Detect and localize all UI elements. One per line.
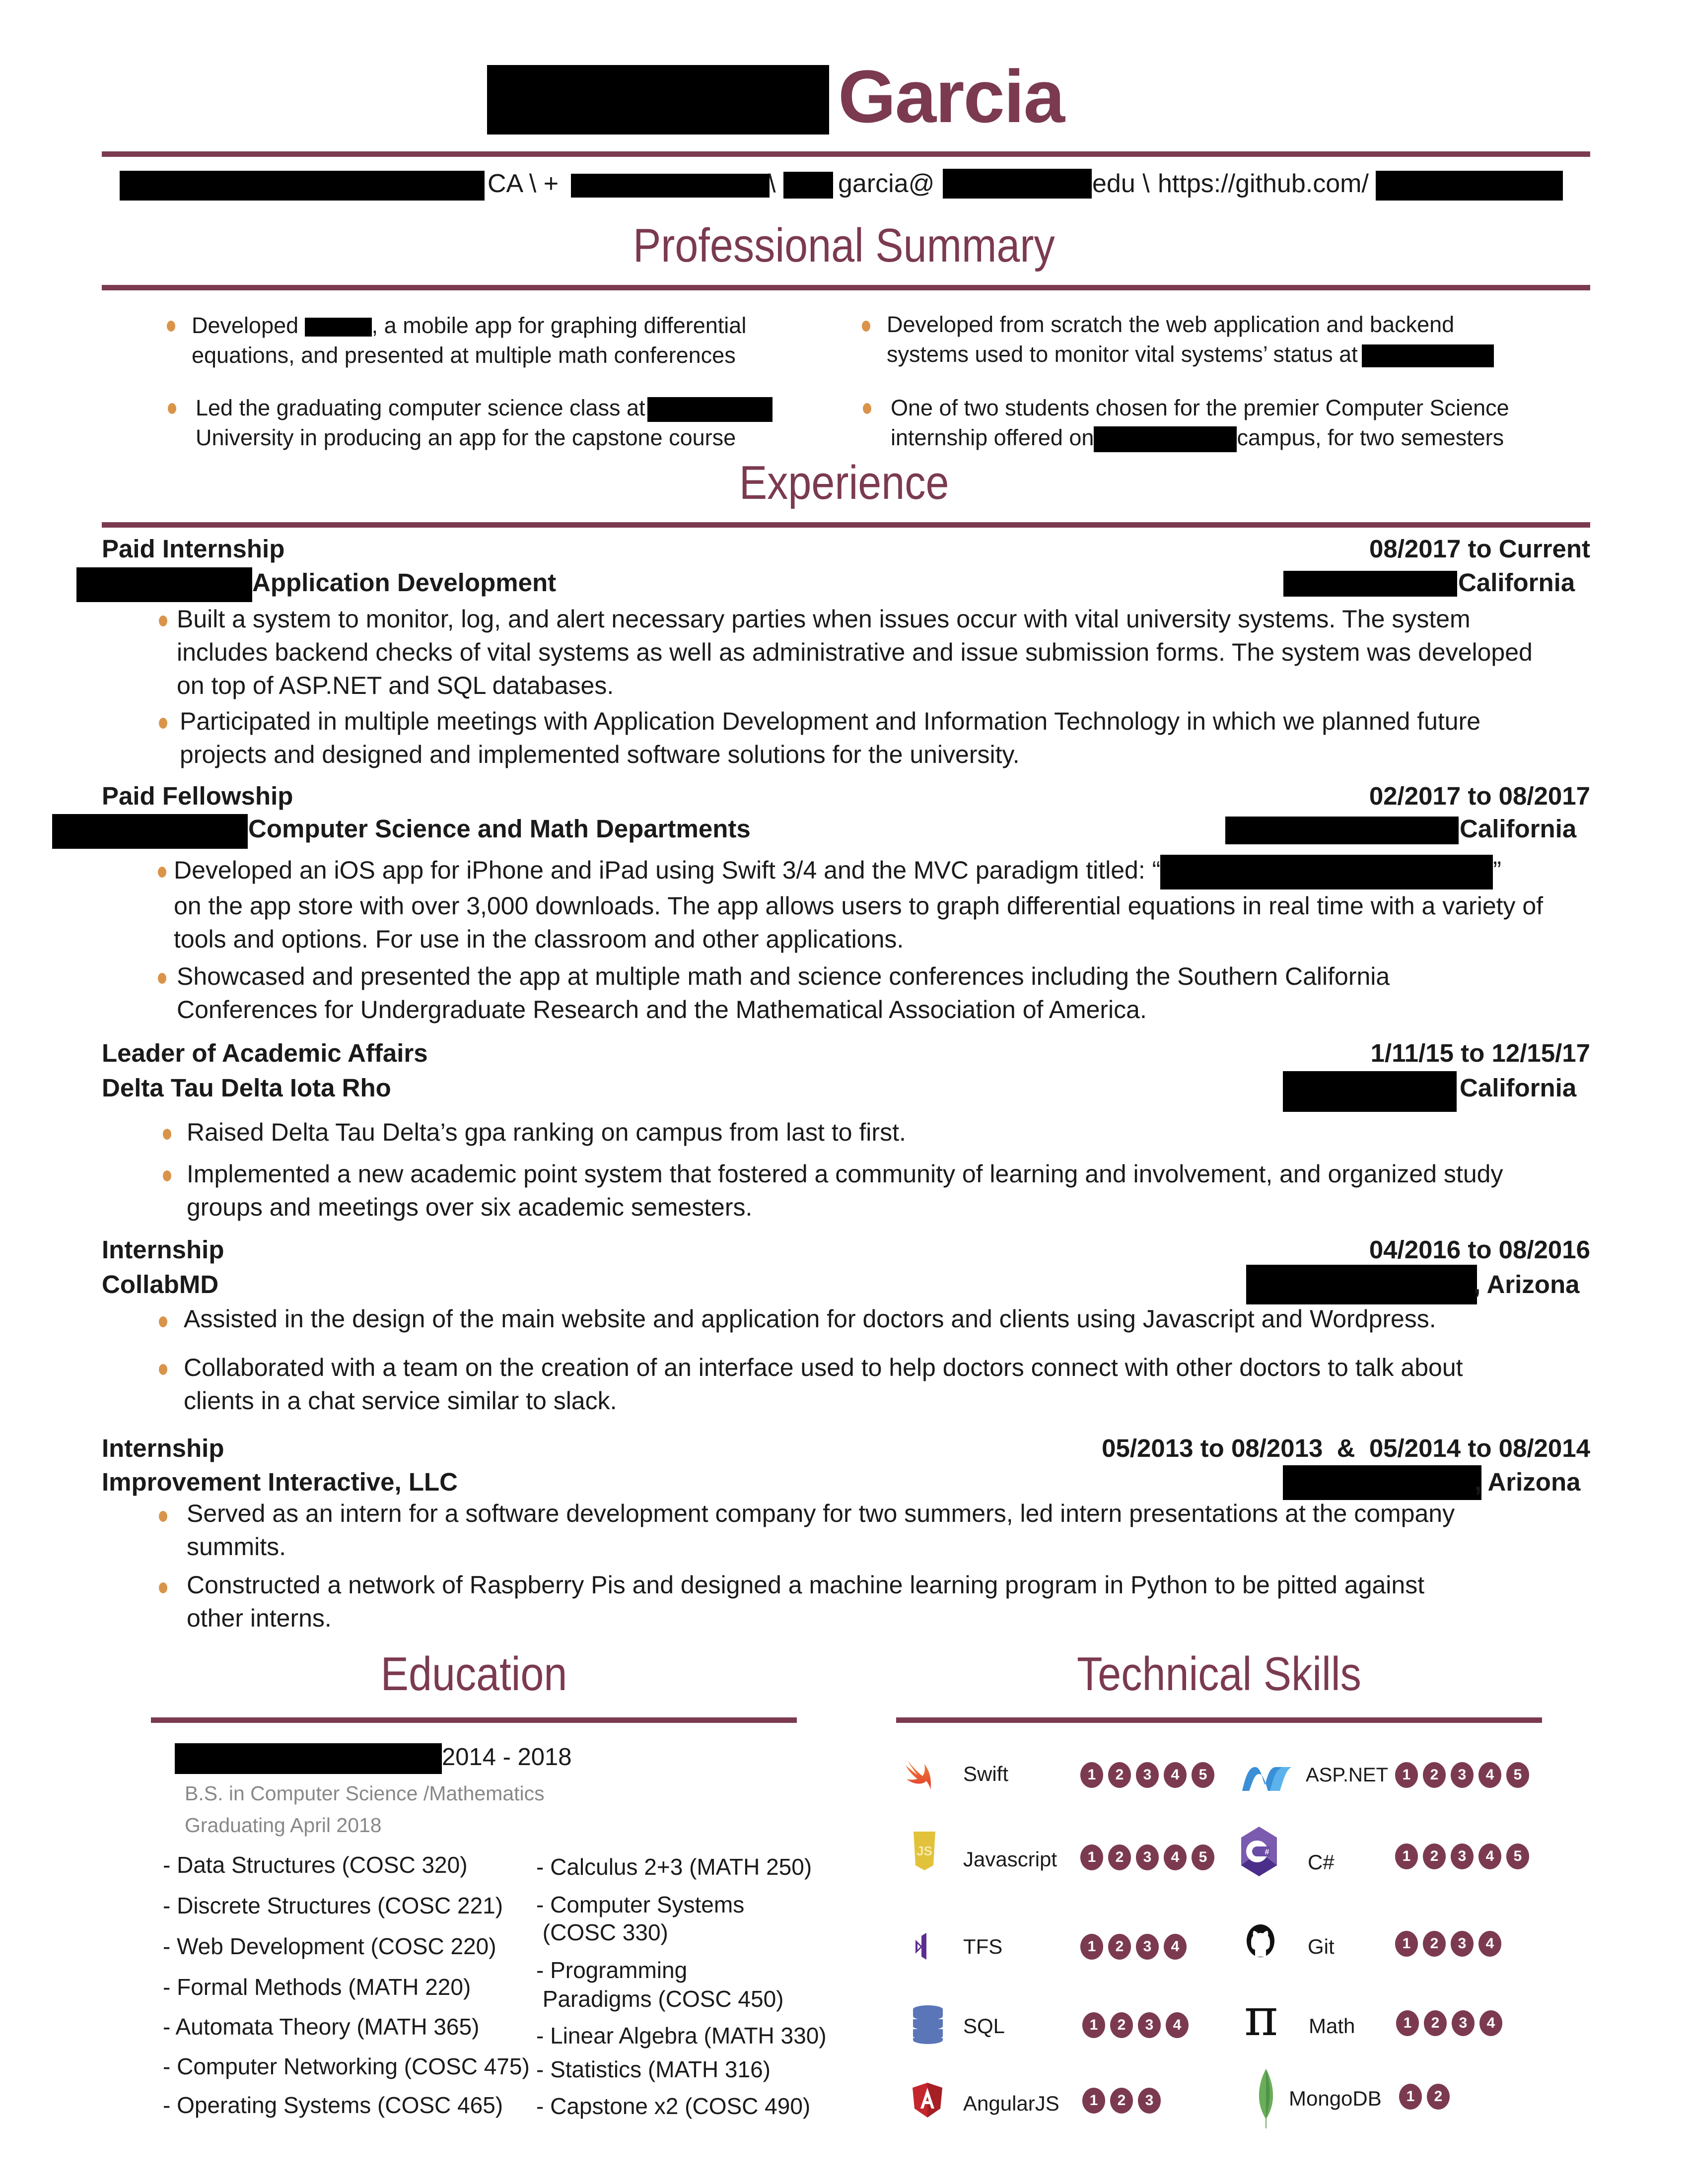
header-divider bbox=[102, 151, 1590, 157]
job-location: , Arizona bbox=[1475, 1468, 1581, 1496]
job-bullet: Assisted in the design of the main website and application for doctors and clients using Javascript and Wordpress. bbox=[184, 1305, 1436, 1333]
bullet-icon bbox=[863, 403, 871, 414]
rating-dot: 5 bbox=[1192, 1844, 1214, 1870]
experience-title: Experience bbox=[739, 456, 949, 509]
redacted-employer bbox=[52, 814, 248, 849]
redacted-city bbox=[1283, 1465, 1481, 1500]
course-item: (COSC 330) bbox=[536, 1919, 668, 1945]
skill-rating bbox=[1395, 1931, 1501, 1957]
bullet-icon bbox=[159, 1511, 167, 1522]
bullet-icon bbox=[163, 1170, 171, 1181]
last-name: Garcia bbox=[838, 55, 1064, 138]
skill-name: AngularJS bbox=[963, 2092, 1059, 2115]
bullet-icon bbox=[862, 321, 870, 332]
rating-dot: 4 bbox=[1479, 2010, 1502, 2036]
redacted-city bbox=[1283, 571, 1457, 597]
rating-dot: 1 bbox=[1396, 2010, 1419, 2036]
contact-phone-sep: \ bbox=[769, 169, 776, 198]
skills-divider bbox=[896, 1717, 1542, 1723]
redacted-campus bbox=[1094, 426, 1237, 452]
bullet-icon bbox=[159, 1582, 167, 1593]
contact-email-tld: edu \ bbox=[1092, 169, 1150, 198]
summary-divider bbox=[102, 285, 1590, 290]
redacted-city bbox=[120, 171, 485, 201]
rating-dot: 3 bbox=[1138, 2012, 1161, 2038]
job-dates: 02/2017 to 08/2017 bbox=[1369, 782, 1590, 810]
bullet-icon bbox=[159, 615, 167, 626]
job-bullet: Collaborated with a team on the creation of an interface used to help doctors connect with other doctors to talk about clients in a chat service similar to slack. bbox=[184, 1354, 1463, 1415]
rating-dot: 2 bbox=[1424, 2010, 1447, 2036]
rating-dot: 1 bbox=[1399, 2084, 1422, 2110]
job-bullet: Showcased and presented the app at multiple math and science conferences including the Southern California Conferences for Undergraduate Research and the Mathematical Association of America. bbox=[177, 962, 1390, 1024]
job-role: Paid Internship bbox=[102, 535, 285, 563]
rating-dot: 2 bbox=[1110, 2088, 1133, 2114]
job-bullet: Raised Delta Tau Delta’s gpa ranking on campus from last to first. bbox=[187, 1118, 906, 1146]
redacted-org bbox=[1362, 344, 1494, 367]
rating-dot: 3 bbox=[1451, 1843, 1474, 1869]
skills-title: Technical Skills bbox=[1077, 1647, 1361, 1701]
bullet-icon bbox=[168, 403, 176, 414]
job-role: Internship bbox=[102, 1235, 224, 1264]
aspnet-icon bbox=[1240, 1764, 1295, 1792]
job-bullet: Served as an intern for a software development company for two summers, led intern presentations at the company summits. bbox=[187, 1500, 1455, 1561]
rating-dot: 3 bbox=[1138, 2088, 1161, 2114]
rating-dot: 2 bbox=[1110, 2012, 1133, 2038]
skill-name: TFS bbox=[963, 1935, 1003, 1958]
skill-name: Git bbox=[1308, 1935, 1335, 1958]
database-icon bbox=[913, 2005, 943, 2044]
rating-dot: 5 bbox=[1192, 1762, 1214, 1788]
redacted-email-domain bbox=[943, 169, 1092, 199]
job-bullet: Implemented a new academic point system that fostered a community of learning and involvement, and organized study groups and meetings over six academic semesters. bbox=[187, 1160, 1503, 1221]
course-item: - Statistics (MATH 316) bbox=[536, 2056, 771, 2082]
rating-dot: 4 bbox=[1164, 1844, 1187, 1870]
rating-dot: 3 bbox=[1451, 1931, 1474, 1957]
rating-dot: 2 bbox=[1108, 1934, 1131, 1960]
job-org: Improvement Interactive, LLC bbox=[102, 1468, 458, 1496]
skill-name: Swift bbox=[963, 1762, 1009, 1785]
bullet-icon bbox=[163, 1129, 171, 1140]
bullet-icon bbox=[159, 718, 167, 729]
bullet-icon bbox=[159, 1364, 167, 1375]
course-item: - Computer Systems bbox=[536, 1892, 745, 1917]
rating-dot: 1 bbox=[1080, 1762, 1103, 1788]
redacted-app-name bbox=[305, 318, 372, 337]
course-item: - Computer Networking (COSC 475) bbox=[163, 2053, 530, 2079]
skill-name: MongoDB bbox=[1289, 2087, 1382, 2110]
rating-dot: 4 bbox=[1478, 1931, 1501, 1957]
course-item: - Discrete Structures (COSC 221) bbox=[163, 1893, 503, 1918]
job-location: California bbox=[1458, 568, 1575, 597]
bullet-icon bbox=[167, 321, 175, 332]
redacted-university bbox=[647, 397, 773, 422]
rating-dot: 4 bbox=[1478, 1843, 1501, 1869]
job-org: Delta Tau Delta Iota Rho bbox=[102, 1074, 391, 1102]
rating-dot: 5 bbox=[1506, 1843, 1529, 1869]
redacted-github-user bbox=[1376, 171, 1563, 201]
redacted-city bbox=[1283, 1071, 1457, 1112]
job-dates: 08/2017 to Current bbox=[1369, 535, 1590, 563]
job-org: Computer Science and Math Departments bbox=[248, 815, 751, 843]
rating-dot: 2 bbox=[1423, 1762, 1446, 1788]
skill-name: Javascript bbox=[963, 1847, 1057, 1871]
education-divider bbox=[151, 1717, 797, 1723]
rating-dot: 1 bbox=[1080, 1934, 1103, 1960]
skill-name: C# bbox=[1308, 1850, 1335, 1874]
rating-dot: 3 bbox=[1136, 1844, 1159, 1870]
rating-dot: 1 bbox=[1082, 2012, 1105, 2038]
angular-icon bbox=[913, 2083, 942, 2117]
rating-dot: 4 bbox=[1164, 1934, 1187, 1960]
job-bullet: Constructed a network of Raspberry Pis and designed a machine learning program in Python to be pitted against other interns. bbox=[187, 1571, 1425, 1632]
svg-text:JS: JS bbox=[916, 1843, 932, 1858]
course-item: - Operating Systems (COSC 465) bbox=[163, 2092, 503, 2118]
rating-dot: 2 bbox=[1427, 2084, 1450, 2110]
bullet-icon bbox=[159, 1316, 167, 1327]
summary-title: Professional Summary bbox=[633, 219, 1055, 272]
redacted-city bbox=[1246, 1265, 1477, 1304]
job-role: Leader of Academic Affairs bbox=[102, 1039, 428, 1067]
course-item: Paradigms (COSC 450) bbox=[536, 1986, 784, 2012]
bullet-icon bbox=[158, 973, 166, 984]
job-role: Internship bbox=[102, 1434, 224, 1462]
job-location: California bbox=[1460, 815, 1577, 843]
redacted-university bbox=[175, 1743, 442, 1774]
job-bullet: Participated in multiple meetings with Application Development and Information Technology in which we planned future projects and designed and implemented software solutions for the university. bbox=[180, 707, 1481, 768]
course-item: - Web Development (COSC 220) bbox=[163, 1933, 496, 1959]
pi-icon: π bbox=[1244, 1987, 1278, 2048]
job-org: Application Development bbox=[252, 568, 557, 597]
skill-name: SQL bbox=[963, 2014, 1005, 2038]
course-item: - Programming bbox=[536, 1957, 688, 1983]
redacted-first-name bbox=[487, 65, 829, 135]
rating-dot: 1 bbox=[1395, 1931, 1418, 1957]
rating-dot: 4 bbox=[1164, 1762, 1187, 1788]
contact-email[interactable]: garcia@ bbox=[838, 169, 935, 198]
skill-name: ASP.NET bbox=[1306, 1764, 1388, 1786]
rating-dot: 2 bbox=[1108, 1844, 1131, 1870]
rating-dot: 5 bbox=[1506, 1762, 1529, 1788]
swift-icon bbox=[903, 1755, 932, 1791]
job-location: California bbox=[1460, 1074, 1577, 1102]
education-degree: B.S. in Computer Science /Mathematics bbox=[185, 1782, 545, 1805]
skill-rating bbox=[1399, 2084, 1450, 2110]
csharp-icon bbox=[1241, 1827, 1277, 1876]
rating-dot: 2 bbox=[1423, 1843, 1446, 1869]
contact-state: CA \ + bbox=[488, 169, 559, 198]
rating-dot: 2 bbox=[1108, 1762, 1131, 1788]
job-bullet: Developed an iOS app for iPhone and iPad using Swift 3/4 and the MVC paradigm titled: “ ” on the app store with over 3,000 downloads. The app allows users to graph differential equations in real time with a variety of tools and options. For use in the classroom and other applications. bbox=[174, 854, 1554, 956]
github-icon bbox=[1246, 1924, 1275, 1960]
mongodb-leaf-icon bbox=[1256, 2069, 1276, 2128]
skill-rating bbox=[1080, 1762, 1214, 1788]
visual-studio-icon bbox=[915, 1933, 926, 1960]
skill-rating bbox=[1395, 1843, 1529, 1869]
rating-dot: 3 bbox=[1452, 2010, 1475, 2036]
course-item: - Capstone x2 (COSC 490) bbox=[536, 2093, 811, 2119]
redacted-app-title bbox=[1160, 855, 1493, 889]
rating-dot: 3 bbox=[1451, 1762, 1474, 1788]
rating-dot: 1 bbox=[1080, 1844, 1103, 1870]
redacted-email-user bbox=[783, 172, 833, 199]
course-item: - Linear Algebra (MATH 330) bbox=[536, 2023, 827, 2048]
skill-rating bbox=[1082, 2012, 1189, 2038]
education-years: 2014 - 2018 bbox=[442, 1744, 572, 1771]
skill-rating bbox=[1396, 2010, 1502, 2036]
skill-rating bbox=[1080, 1844, 1214, 1870]
course-item: - Calculus 2+3 (MATH 250) bbox=[536, 1854, 812, 1880]
redacted-city bbox=[1225, 817, 1459, 844]
course-item: - Data Structures (COSC 320) bbox=[163, 1852, 468, 1878]
rating-dot: 3 bbox=[1136, 1934, 1159, 1960]
job-org: CollabMD bbox=[102, 1270, 219, 1298]
course-item: - Automata Theory (MATH 365) bbox=[163, 2014, 480, 2040]
redacted-phone bbox=[571, 174, 770, 198]
job-dates: 05/2013 to 08/2013 & 05/2014 to 08/2014 bbox=[1102, 1434, 1590, 1462]
redacted-employer bbox=[76, 567, 252, 602]
job-dates: 1/11/15 to 12/15/17 bbox=[1370, 1039, 1590, 1067]
rating-dot: 3 bbox=[1136, 1762, 1159, 1788]
javascript-icon bbox=[914, 1832, 935, 1870]
skill-rating bbox=[1080, 1934, 1187, 1960]
contact-github[interactable]: https://github.com/ bbox=[1158, 169, 1369, 198]
job-dates: 04/2016 to 08/2016 bbox=[1369, 1235, 1590, 1264]
svg-text:#: # bbox=[1265, 1848, 1269, 1856]
education-graduation: Graduating April 2018 bbox=[185, 1814, 382, 1837]
education-title: Education bbox=[380, 1647, 567, 1701]
rating-dot: 1 bbox=[1395, 1762, 1418, 1788]
job-bullet: Built a system to monitor, log, and alert necessary parties when issues occur with vital university systems. The system includes backend checks of vital systems as well as administrative and issue submission forms. The system was developed on top of ASP.NET and SQL databases. bbox=[177, 605, 1533, 699]
experience-divider bbox=[102, 522, 1590, 528]
rating-dot: 4 bbox=[1166, 2012, 1189, 2038]
rating-dot: 1 bbox=[1395, 1843, 1418, 1869]
bullet-icon bbox=[158, 867, 166, 878]
rating-dot: 4 bbox=[1478, 1762, 1501, 1788]
job-location: , Arizona bbox=[1474, 1270, 1580, 1298]
rating-dot: 2 bbox=[1423, 1931, 1446, 1957]
job-role: Paid Fellowship bbox=[102, 782, 293, 810]
skill-rating bbox=[1395, 1762, 1529, 1788]
course-item: - Formal Methods (MATH 220) bbox=[163, 1974, 471, 2000]
skill-rating bbox=[1082, 2088, 1161, 2114]
skill-name: Math bbox=[1309, 2014, 1355, 2038]
rating-dot: 1 bbox=[1082, 2088, 1105, 2114]
